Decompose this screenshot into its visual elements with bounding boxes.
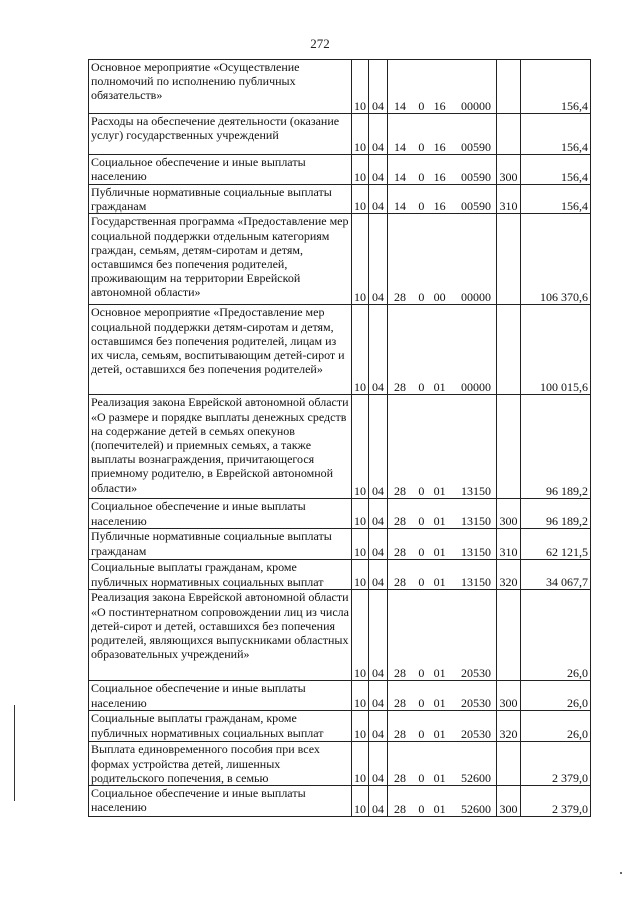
row-target-item-code	[388, 395, 497, 499]
row-target-item-code	[388, 499, 497, 529]
row-name: Социальное обеспечение и иные выплаты населению	[89, 155, 352, 185]
target-item-code-part: 28	[394, 696, 406, 711]
target-item-code-part: 28	[394, 727, 406, 742]
row-subsection-code: 04	[369, 114, 388, 155]
row-subsection-code: 04	[369, 214, 388, 305]
target-item-code-part: 00000	[460, 380, 491, 395]
row-target-item-code	[388, 742, 497, 786]
row-target-item-code	[388, 305, 497, 395]
row-expense-type-code: 320	[497, 711, 521, 742]
target-item-code-part: 0	[418, 575, 425, 590]
row-amount: 156,4	[521, 185, 591, 214]
target-item-code-part: 28	[394, 484, 406, 499]
row-expense-type-code	[497, 395, 521, 499]
row-name: Публичные нормативные социальные выплаты гражданам	[89, 185, 352, 214]
row-subsection-code: 04	[369, 786, 388, 817]
row-expense-type-code: 300	[497, 499, 521, 529]
row-subsection-code: 04	[369, 499, 388, 529]
target-item-code-part: 28	[394, 801, 406, 816]
table-row	[89, 590, 591, 681]
target-item-code-part: 16	[433, 139, 446, 154]
row-section-code: 10	[352, 590, 369, 681]
row-section-code: 10	[352, 560, 369, 590]
row-section-code: 10	[352, 711, 369, 742]
row-target-item-code	[388, 214, 497, 305]
row-expense-type-code: 320	[497, 560, 521, 590]
row-amount: 26,0	[521, 711, 591, 742]
row-name: Реализация закона Еврейской автономной области «О размере и порядке выплаты денежных средств на содержание детей в семьях опекунов (попечителей) и приемных семьях, а также выплаты вознаграждения, причитающегося приемному родителю, в Еврейской автономной области»	[89, 395, 352, 499]
row-subsection-code: 04	[369, 711, 388, 742]
target-item-code-part: 01	[433, 484, 446, 499]
target-item-code-part: 13150	[460, 545, 491, 560]
row-section-code: 10	[352, 742, 369, 786]
target-item-code-part: 16	[433, 199, 446, 214]
target-item-code-part: 01	[433, 666, 446, 681]
margin-mark	[14, 705, 15, 801]
row-amount: 106 370,6	[521, 214, 591, 305]
target-item-code-part: 0	[418, 290, 425, 305]
target-item-code-part: 00	[433, 290, 446, 305]
row-amount: 2 379,0	[521, 786, 591, 817]
row-amount: 2 379,0	[521, 742, 591, 786]
target-item-code-part: 0	[418, 139, 425, 154]
target-item-code-part: 0	[418, 770, 425, 785]
margin-dot	[620, 872, 622, 874]
row-amount: 96 189,2	[521, 395, 591, 499]
row-name: Социальное обеспечение и иные выплаты населению	[89, 499, 352, 529]
budget-table	[88, 59, 591, 817]
table-row	[89, 681, 591, 711]
target-item-code-part: 28	[394, 575, 406, 590]
target-item-code-part: 0	[418, 727, 425, 742]
row-subsection-code: 04	[369, 742, 388, 786]
target-item-code-part: 52600	[460, 801, 491, 816]
row-expense-type-code	[497, 742, 521, 786]
target-item-code-part: 0	[418, 169, 425, 184]
row-expense-type-code: 300	[497, 786, 521, 817]
target-item-code-part: 01	[433, 545, 446, 560]
row-subsection-code: 04	[369, 590, 388, 681]
row-name: Социальные выплаты гражданам, кроме публичных нормативных социальных выплат	[89, 711, 352, 742]
row-name: Социальное обеспечение и иные выплаты населению	[89, 681, 352, 711]
target-item-code-part: 01	[433, 770, 446, 785]
target-item-code-part: 0	[418, 801, 425, 816]
table-row	[89, 499, 591, 529]
table-row	[89, 560, 591, 590]
row-expense-type-code	[497, 305, 521, 395]
row-amount: 26,0	[521, 590, 591, 681]
table-row	[89, 529, 591, 560]
target-item-code-part: 20530	[460, 696, 491, 711]
row-section-code: 10	[352, 499, 369, 529]
table-row	[89, 395, 591, 499]
row-section-code: 10	[352, 395, 369, 499]
target-item-code-part: 0	[418, 484, 425, 499]
target-item-code-part: 0	[418, 380, 425, 395]
target-item-code-part: 0	[418, 199, 425, 214]
row-subsection-code: 04	[369, 305, 388, 395]
row-target-item-code	[388, 560, 497, 590]
table-row	[89, 185, 591, 214]
target-item-code-part: 0	[418, 545, 425, 560]
target-item-code-part: 16	[433, 169, 446, 184]
row-section-code: 10	[352, 214, 369, 305]
target-item-code-part: 00590	[460, 139, 491, 154]
row-subsection-code: 04	[369, 185, 388, 214]
target-item-code-part: 52600	[460, 770, 491, 785]
row-section-code: 10	[352, 114, 369, 155]
row-target-item-code	[388, 60, 497, 114]
target-item-code-part: 14	[394, 169, 406, 184]
row-name: Выплата единовременного пособия при всех формах устройства детей, лишенных родительского попечения, в семью	[89, 742, 352, 786]
row-section-code: 10	[352, 681, 369, 711]
row-section-code: 10	[352, 60, 369, 114]
row-subsection-code: 04	[369, 395, 388, 499]
row-amount: 156,4	[521, 60, 591, 114]
row-amount: 96 189,2	[521, 499, 591, 529]
target-item-code-part: 20530	[460, 666, 491, 681]
row-section-code: 10	[352, 786, 369, 817]
target-item-code-part: 0	[418, 98, 425, 113]
table-row	[89, 114, 591, 155]
target-item-code-part: 0	[418, 696, 425, 711]
row-target-item-code	[388, 590, 497, 681]
row-amount: 156,4	[521, 155, 591, 185]
row-target-item-code	[388, 681, 497, 711]
table-row	[89, 786, 591, 817]
target-item-code-part: 00590	[460, 199, 491, 214]
row-amount: 34 067,7	[521, 560, 591, 590]
table-row	[89, 155, 591, 185]
row-name: Основное мероприятие «Предоставление мер социальной поддержки детям-сиротам и детям, оставшимся без попечения родителей, лицам из их числа, семьям, воспитывающим детей-сирот и детей, оставшихся без попечения родителей»	[89, 305, 352, 395]
row-name: Реализация закона Еврейской автономной области «О постинтернатном сопровождении лиц из числа детей-сирот и детей, оставшихся без попечения родителей, являющихся выпускниками областных образовательных учреждений»	[89, 590, 352, 681]
row-target-item-code	[388, 711, 497, 742]
target-item-code-part: 0	[418, 666, 425, 681]
target-item-code-part: 00000	[460, 290, 491, 305]
row-section-code: 10	[352, 529, 369, 560]
row-section-code: 10	[352, 185, 369, 214]
target-item-code-part: 01	[433, 696, 446, 711]
target-item-code-part: 13150	[460, 575, 491, 590]
row-name: Публичные нормативные социальные выплаты гражданам	[89, 529, 352, 560]
target-item-code-part: 01	[433, 575, 446, 590]
row-subsection-code: 04	[369, 681, 388, 711]
row-amount: 26,0	[521, 681, 591, 711]
target-item-code-part: 14	[394, 199, 406, 214]
page-number: 272	[310, 36, 330, 51]
target-item-code-part: 14	[394, 98, 406, 113]
target-item-code-part: 28	[394, 666, 406, 681]
row-expense-type-code	[497, 590, 521, 681]
target-item-code-part: 13150	[460, 514, 491, 529]
row-amount: 156,4	[521, 114, 591, 155]
row-expense-type-code: 310	[497, 529, 521, 560]
target-item-code-part: 01	[433, 727, 446, 742]
row-subsection-code: 04	[369, 155, 388, 185]
target-item-code-part: 01	[433, 801, 446, 816]
row-name: Социальные выплаты гражданам, кроме публичных нормативных социальных выплат	[89, 560, 352, 590]
row-expense-type-code: 310	[497, 185, 521, 214]
row-expense-type-code: 300	[497, 681, 521, 711]
target-item-code-part: 00590	[460, 169, 491, 184]
row-name: Основное мероприятие «Осуществление полномочий по исполнению публичных обязательств»	[89, 60, 352, 114]
row-target-item-code	[388, 185, 497, 214]
target-item-code-part: 20530	[460, 727, 491, 742]
target-item-code-part: 0	[418, 514, 425, 529]
row-expense-type-code	[497, 114, 521, 155]
table-row	[89, 711, 591, 742]
row-target-item-code	[388, 114, 497, 155]
table-row	[89, 214, 591, 305]
target-item-code-part: 16	[433, 98, 446, 113]
row-target-item-code	[388, 786, 497, 817]
row-subsection-code: 04	[369, 529, 388, 560]
target-item-code-part: 00000	[460, 98, 491, 113]
target-item-code-part: 28	[394, 514, 406, 529]
row-name: Расходы на обеспечение деятельности (оказание услуг) государственных учреждений	[89, 114, 352, 155]
table-row	[89, 60, 591, 114]
table-row	[89, 305, 591, 395]
row-expense-type-code	[497, 214, 521, 305]
row-subsection-code: 04	[369, 560, 388, 590]
row-name: Социальное обеспечение и иные выплаты населению	[89, 786, 352, 817]
target-item-code-part: 14	[394, 139, 406, 154]
row-section-code: 10	[352, 155, 369, 185]
target-item-code-part: 28	[394, 545, 406, 560]
row-amount: 100 015,6	[521, 305, 591, 395]
target-item-code-part: 28	[394, 770, 406, 785]
row-expense-type-code: 300	[497, 155, 521, 185]
target-item-code-part: 13150	[460, 484, 491, 499]
row-section-code: 10	[352, 305, 369, 395]
row-name: Государственная программа «Предоставление мер социальной поддержки отдельным категориям граждан, семьям, детям-сиротам и детям, оставшимся без попечения родителей, проживающим на территории Еврейской автономной области»	[89, 214, 352, 305]
table-row	[89, 742, 591, 786]
row-amount: 62 121,5	[521, 529, 591, 560]
row-target-item-code	[388, 155, 497, 185]
row-expense-type-code	[497, 60, 521, 114]
target-item-code-part: 28	[394, 380, 406, 395]
row-target-item-code	[388, 529, 497, 560]
target-item-code-part: 01	[433, 380, 446, 395]
target-item-code-part: 28	[394, 290, 406, 305]
target-item-code-part: 01	[433, 514, 446, 529]
row-subsection-code: 04	[369, 60, 388, 114]
